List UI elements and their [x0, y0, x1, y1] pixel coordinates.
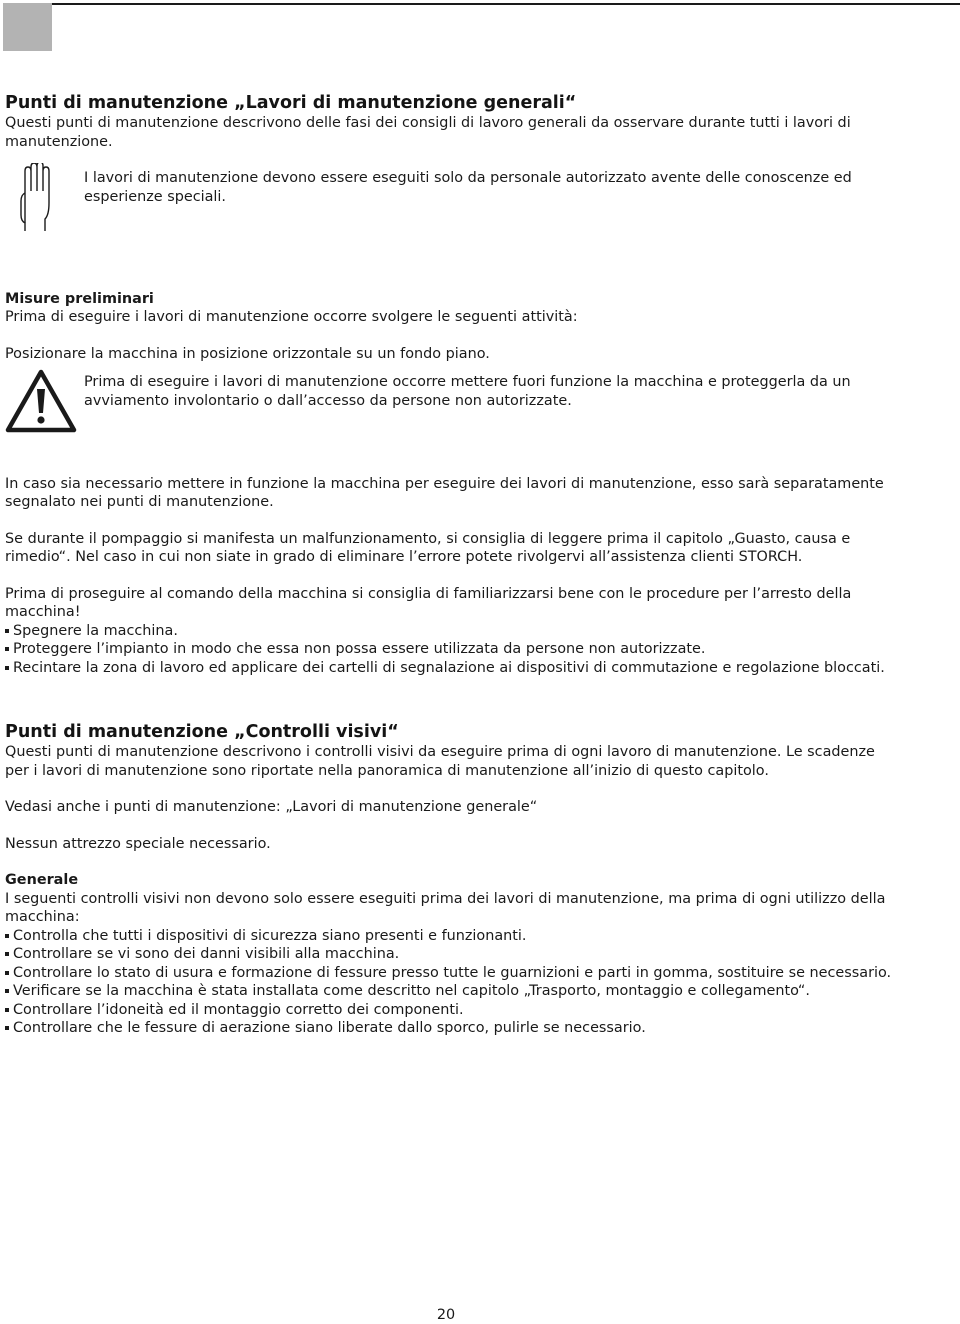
page-number: 20 [436, 1307, 456, 1323]
warning-triangle-icon [5, 369, 77, 433]
para-operation: In caso sia necessario mettere in funzione la macchina per eseguire dei lavori di manutenzione, esso sarà separatamente segnalato nei punti di manutenzione. [5, 475, 884, 510]
list-item: Spegnere la macchina. [5, 622, 892, 641]
list-item: Verificare se la macchina è stata installata come descritto nel capitolo „Trasporto, montaggio e collegamento“. [5, 982, 892, 1001]
see-also: Vedasi anche i punti di manutenzione: „Lavori di manutenzione generale“ [5, 799, 538, 815]
list-item: Controllare l’idoneità ed il montaggio corretto dei componenti. [5, 1001, 892, 1020]
list-item: Controllare lo stato di usura e formazione di fessure presso tutte le guarnizioni e parti in gomma, sostituire se necessario. [5, 964, 892, 983]
para-familiarize: Prima di proseguire al comando della macchina si consiglia di familiarizzarsi bene con le procedure per l’arresto della macchina! [5, 585, 852, 620]
section2-intro: Questi punti di manutenzione descrivono i controlli visivi da eseguire prima di ogni lavoro di manutenzione. Le scadenze per i lavori di manutenzione sono riportate nella panoramica di manutenzione all’inizio di questo capitolo. [5, 744, 875, 779]
section-title-visual-checks: Punti di manutenzione „Controlli visivi“ [5, 722, 399, 742]
position-text: Posizionare la macchina in posizione orizzontale su un fondo piano. [5, 345, 490, 362]
list-item: Controlla che tutti i dispositivi di sicurezza siano presenti e funzionanti. [5, 927, 892, 946]
top-rule [52, 3, 960, 5]
warning-note-text: Prima di eseguire i lavori di manutenzione occorre mettere fuori funzione la macchina e proteggerla da un avviamento involontario o dall’accesso da persone non autorizzate. [84, 374, 851, 409]
hand-note [5, 169, 892, 237]
list-item: Controllare se vi sono dei danni visibili alla macchina. [5, 945, 892, 964]
prelim-text: Prima di eseguire i lavori di manutenzione occorre svolgere le seguenti attività: [5, 309, 578, 325]
hand-note-text: I lavori di manutenzione devono essere eseguiti solo da personale autorizzato avente delle conoscenze ed esperienze speciali. [84, 170, 852, 205]
section-intro: Questi punti di manutenzione descrivono delle fasi dei consigli di lavoro generali da osservare durante tutti i lavori di manutenzione. [5, 115, 851, 150]
hand-stop-icon [17, 163, 61, 231]
para-malfunction: Se durante il pompaggio si manifesta un malfunzionamento, si consiglia di leggere prima il capitolo „Guasto, causa e rimedio“. Nel caso in cui non siate in grado di eliminare l’errore potete rivolgervi all’assistenza clienti STORCH. [5, 530, 851, 565]
stop-bullet-list [5, 622, 892, 678]
no-tools: Nessun attrezzo speciale necessario. [5, 835, 271, 852]
corner-tab [3, 3, 52, 51]
warning-note [5, 373, 892, 439]
check-bullet-list [5, 927, 892, 1038]
general-heading: Generale [5, 872, 79, 888]
list-item: Controllare che le fessure di aerazione siano liberate dallo sporco, pulirle se necessario. [5, 1019, 892, 1038]
section-title-general-maintenance: Punti di manutenzione „Lavori di manutenzione generali“ [5, 93, 577, 113]
prelim-heading: Misure preliminari [5, 290, 154, 307]
general-text: I seguenti controlli visivi non devono solo essere eseguiti prima dei lavori di manutenzione, ma prima di ogni utilizzo della macchina: [5, 890, 886, 925]
page-content [5, 93, 892, 1038]
list-item: Recintare la zona di lavoro ed applicare dei cartelli di segnalazione ai dispositivi di commutazione e regolazione bloccati. [5, 659, 892, 678]
list-item: Proteggere l’impianto in modo che essa non possa essere utilizzata da persone non autorizzate. [5, 640, 892, 659]
